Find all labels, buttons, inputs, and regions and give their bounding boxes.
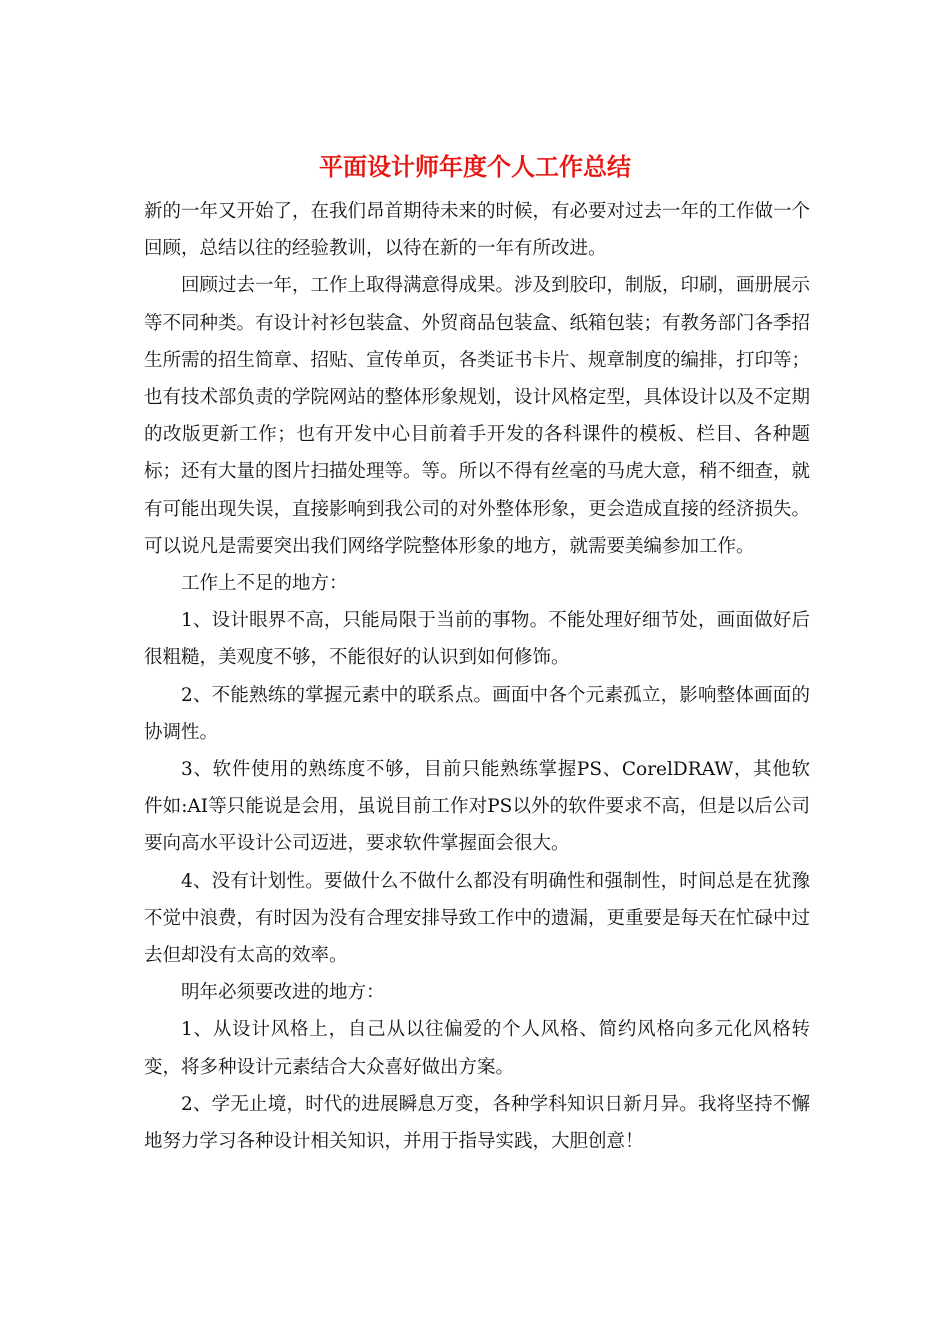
paragraph-improvement-2: 2、学无止境，时代的进展瞬息万变，各种学科知识日新月异。我将坚持不懈地努力学习各种设计相关知识，并用于指导实践，大胆创意！: [144, 1093, 810, 1153]
paragraph-shortcomings-heading: 工作上不足的地方：: [181, 573, 348, 595]
paragraph-intro: 新的一年又开始了，在我们昂首期待未来的时候，有必要对过去一年的工作做一个回顾，总结以往的经验教训，以待在新的一年有所改进。: [144, 201, 811, 260]
paragraph-shortcoming-1: 1、设计眼界不高，只能局限于当前的事物。不能处理好细节处，画面做好后很粗糙，美观度不够，不能很好的认识到如何修饰。: [144, 610, 810, 669]
document-body: [144, 193, 810, 1160]
paragraph-shortcoming-2: 2、不能熟练的掌握元素中的联系点。画面中各个元素孤立，影响整体画面的协调性。: [144, 684, 810, 743]
paragraph-improvement-1: 1、从设计风格上，自己从以往偏爱的个人风格、简约风格向多元化风格转变，将多种设计元素结合大众喜好做出方案。: [144, 1019, 810, 1078]
paragraph-improvements-heading: 明年必须要改进的地方：: [181, 982, 385, 1004]
paragraph-shortcoming-3: 3、软件使用的熟练度不够，目前只能熟练掌握PS、CorelDRAW，其他软件如:AI等只能说是会用，虽说目前工作对PS以外的软件要求不高，但是以后公司要向高水平设计公司迈进，要求软件掌握面会很大。: [144, 759, 810, 855]
paragraph-shortcoming-4: 4、没有计划性。要做什么不做什么都没有明确性和强制性，时间总是在犹豫不觉中浪费，有时因为没有合理安排导致工作中的遗漏，更重要是每天在忙碌中过去但却没有太高的效率。: [144, 870, 811, 967]
document-title: 平面设计师年度个人工作总结: [319, 152, 631, 181]
paragraph-review: 回顾过去一年，工作上取得满意得成果。涉及到胶印，制版，印刷，画册展示等不同种类。有设计衬衫包装盒、外贸商品包装盒、纸箱包装；有教务部门各季招生所需的招生简章、招贴、宣传单页，各类证书卡片、规章制度的编排，打印等；也有技术部负责的学院网站的整体形象规划，设计风格定型，具体设计以及不定期的改版更新工作；也有开发中心目前着手开发的各科课件的模板、栏目、各种题标；还有大量的图片扫描处理等。等。所以不得有丝毫的马虎大意，稍不细查，就有可能出现失误，直接影响到我公司的对外整体形象，更会造成直接的经济损失。可以说凡是需要突出我们网络学院整体形象的地方，就需要美编参加工作。: [144, 275, 811, 557]
